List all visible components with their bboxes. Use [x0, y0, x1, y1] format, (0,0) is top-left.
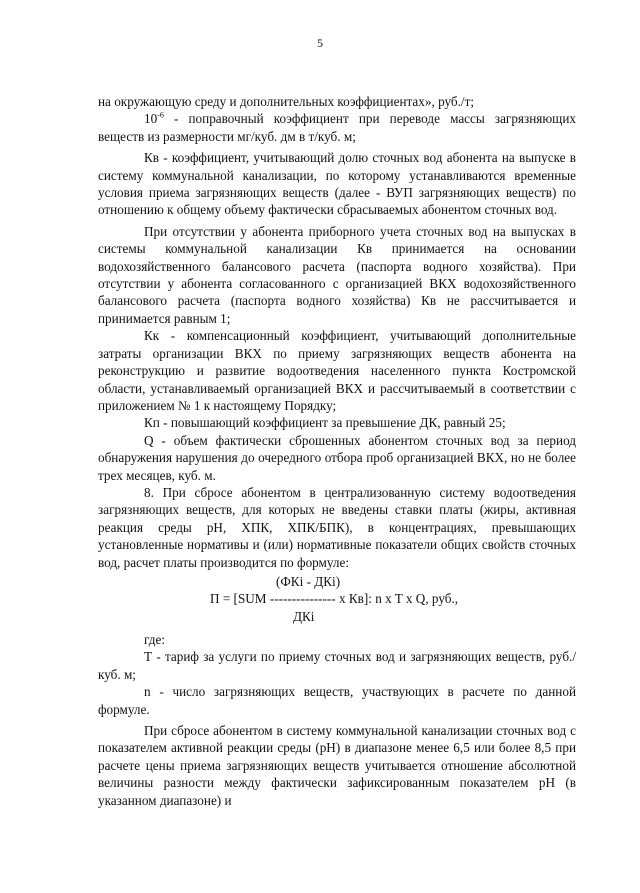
payment-formula: [98, 573, 576, 627]
paragraph-q-definition: Q - объем фактически сброшенных абонентом сточных вод за период обнаружения нарушения до очередного отбора проб организацией ВКХ, но не более трех месяцев, куб. м.: [98, 432, 576, 483]
formula-main-line: П = [SUM --------------- x Кв]: n x T x Q, руб.,: [210, 590, 459, 606]
correction-coefficient-text: - поправочный коэффициент при переводе массы загрязняющих веществ из размерности мг/куб. дм в т/куб. м;: [98, 111, 576, 144]
document-body: [98, 93, 576, 809]
power-exponent: -6: [157, 111, 164, 121]
paragraph-kv-no-metering: При отсутствии у абонента приборного учета сточных вод на выпусках в системы коммунальной канализации Кв принимается на основании водохозяйственного балансового расчета (паспорта водного хозяйства). При отсутствии у абонента согласованного с организацией ВКХ водохозяйственного балансового расчета (паспорта водного хозяйства) Кв не рассчитывается и принимается равным 1;: [98, 223, 576, 326]
paragraph-continuation: на окружающую среду и дополнительных коэффициентах», руб./т;: [98, 94, 475, 109]
formula-denominator: ДКi: [293, 608, 315, 624]
paragraph-correction-coefficient: [98, 110, 576, 145]
page-number: 5: [317, 36, 323, 50]
formula-numerator: (ФКi - ДКi): [276, 573, 341, 589]
paragraph-kk-definition: Кк - компенсационный коэффициент, учитывающий дополнительные затраты организации ВКХ по приему загрязняющих веществ абонента на реконструкцию и развитие водоотведения населенного пункта Костромской области, устанавливаемый организацией ВКХ и рассчитываемый в соответствии с приложением № 1 к настоящему Порядку;: [98, 328, 576, 413]
paragraph-n-definition: n - число загрязняющих веществ, участвующих в расчете по данной формуле.: [98, 684, 576, 717]
paragraph-where: где:: [144, 631, 165, 647]
paragraph-kp-definition: Кп - повышающий коэффициент за превышение ДК, равный 25;: [144, 415, 506, 431]
paragraph-section-8: 8. При сбросе абонентом в централизованную систему водоотведения загрязняющих веществ, для которых не введены ставки платы (жиры, активная реакция среды pH, ХПК, ХПК/БПК), в концентрациях, превышающих установленные нормативы и (или) нормативные показатели общих свойств сточных вод, расчет платы производится по формуле:: [98, 484, 576, 570]
paragraph-ph-rule: При сбросе абонентом в систему коммунальной канализации сточных вод с показателем активной реакции среды (pH) в диапазоне менее 6,5 или более 8,5 при расчете цены приема загрязняющих веществ учитывается отношение абсолютной величины разности между фактически зафиксированным показателем pH (в указанном диапазоне) и: [98, 723, 576, 808]
power-base: 10: [144, 111, 158, 127]
paragraph-kv-definition: Кв - коэффициент, учитывающий долю сточных вод абонента на выпуске в систему коммунальной канализации, по которому устанавливаются временные условия приема загрязняющих веществ (далее - ВУП загрязняющих веществ) по отношению к общему объему фактически сбрасываемых абонентом сточных вод.: [98, 150, 576, 218]
paragraph-t-definition: Т - тариф за услуги по приему сточных вод и загрязняющих веществ, руб./куб. м;: [98, 649, 576, 682]
